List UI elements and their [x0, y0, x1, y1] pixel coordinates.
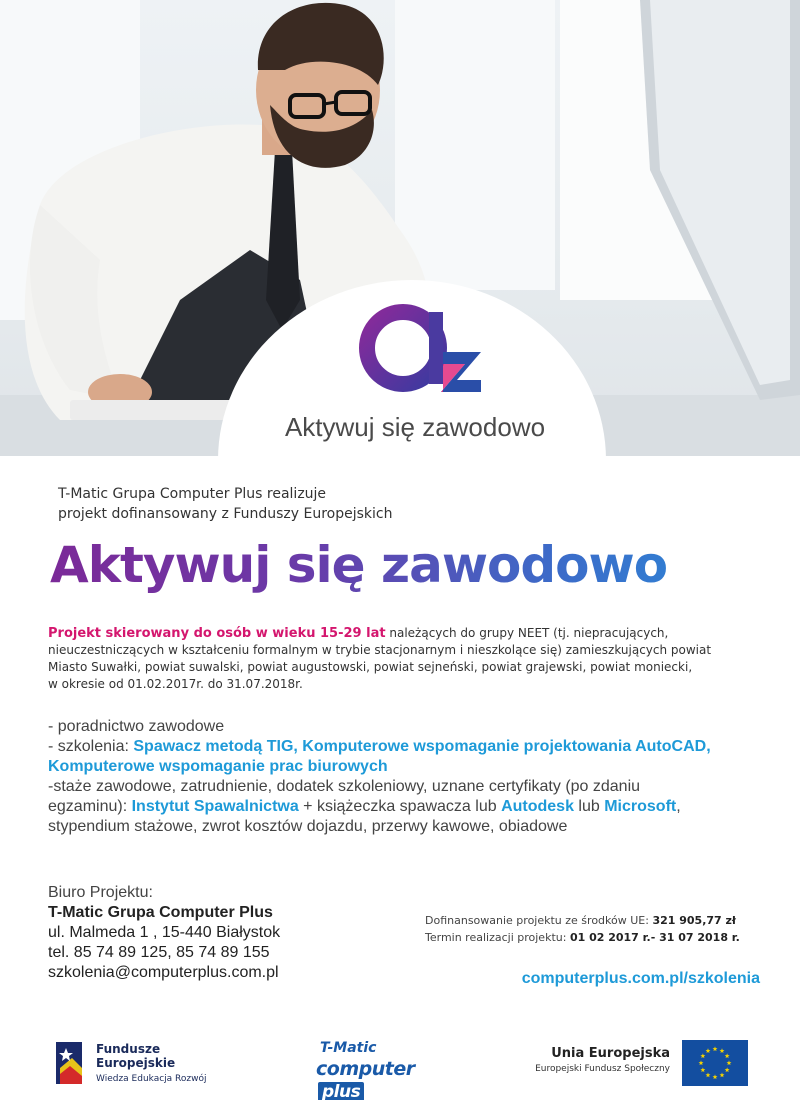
- fe-title-line: Europejskie: [96, 1056, 176, 1070]
- eu-title: Unia Europejska: [551, 1046, 670, 1061]
- eu-text: [520, 1046, 670, 1074]
- courses-list: Spawacz metodą TIG, Komputerowe wspomaganie projektowania AutoCAD,: [133, 738, 711, 755]
- fe-subtitle: Wiedza Edukacja Rozwój: [96, 1074, 207, 1084]
- eu-star-icon: [727, 1060, 732, 1065]
- description-text: nieuczestniczących w kształceniu formalnym w trybie stacjonarnym i nieszkolące się) zamieszkujących powiat: [48, 643, 712, 657]
- eu-star-icon: [700, 1053, 705, 1058]
- tmatic-brand: T-Matic: [320, 1040, 377, 1056]
- offer-item: - poradnictwo zawodowe: [48, 718, 225, 735]
- computer-word: computer: [316, 1058, 415, 1080]
- description-text: Miasto Suwałki, powiat suwalski, powiat augustowski, powiat sejneński, powiat grajewski, powiat moniecki,: [48, 660, 693, 674]
- period-value: 01 02 2017 r.- 31 07 2018 r.: [569, 931, 740, 944]
- eu-stars: [682, 1040, 748, 1086]
- eu-star-icon: [725, 1067, 730, 1072]
- eu-subtitle: Europejski Fundusz Społeczny: [535, 1064, 670, 1074]
- tmatic-logo: [316, 1040, 462, 1100]
- email-link[interactable]: szkolenia@computerplus.com.pl: [48, 964, 279, 981]
- eu-star-icon: [720, 1073, 725, 1078]
- funding-amount: 321 905,77 zł: [652, 914, 737, 927]
- fundusze-europejskie-logo: [52, 1038, 252, 1090]
- offer-text: + książeczka spawacza lub: [298, 798, 502, 815]
- funding-label: Dofinansowanie projektu ze środków UE:: [425, 914, 653, 927]
- fe-star-icon: [52, 1038, 88, 1088]
- offer-item: stypendium stażowe, zwrot kosztów dojazdu, przerwy kawowe, obiadowe: [48, 818, 568, 835]
- eu-star-icon: [699, 1060, 704, 1065]
- company-name: T-Matic Grupa Computer Plus: [48, 904, 273, 921]
- intro-line: T-Matic Grupa Computer Plus realizuje: [58, 486, 327, 502]
- eu-star-icon: [720, 1048, 725, 1053]
- target-group-highlight: Projekt skierowany do osób w wieku 15-29 lat: [48, 626, 386, 641]
- funding-info: [425, 912, 765, 946]
- az-logo-icon: [357, 302, 487, 394]
- eu-star-icon: [706, 1048, 711, 1053]
- eu-star-icon: [700, 1067, 705, 1072]
- description-text: należących do grupy NEET (tj. niepracujących,: [385, 626, 669, 640]
- description-text: w okresie od 01.02.2017r. do 31.07.2018r.: [48, 677, 303, 691]
- contact-block: [48, 883, 388, 983]
- website-link[interactable]: computerplus.com.pl/szkolenia: [521, 970, 760, 987]
- autodesk-name: Autodesk: [501, 798, 574, 815]
- offer-item: -staże zawodowe, zatrudnienie, dodatek szkoleniowy, uznane certyfikaty (po zdaniu: [48, 778, 641, 795]
- monitor-screen: [650, 0, 790, 385]
- eu-star-icon: [713, 1074, 718, 1079]
- offer-list: [48, 717, 758, 837]
- eu-flag-icon: [682, 1040, 748, 1086]
- offer-item: [48, 797, 758, 817]
- eu-star-icon: [706, 1073, 711, 1078]
- phone: tel. 85 74 89 125, 85 74 89 155: [48, 944, 270, 961]
- intro-text: [58, 484, 558, 524]
- offer-item: [48, 737, 758, 757]
- offer-text: ,: [676, 798, 681, 815]
- microsoft-name: Microsoft: [604, 798, 677, 815]
- glasses-bridge: [324, 102, 336, 104]
- offer-item-prefix: egzaminu):: [48, 798, 132, 815]
- fe-title-line: Fundusze: [96, 1042, 161, 1056]
- intro-line: projekt dofinansowany z Funduszy Europejskich: [58, 506, 393, 522]
- offer-text: lub: [573, 798, 605, 815]
- address: ul. Malmeda 1 , 15-440 Białystok: [48, 924, 281, 941]
- courses-list: Komputerowe wspomaganie prac biurowych: [48, 758, 388, 775]
- plus-word: plus: [318, 1082, 364, 1100]
- period-label: Termin realizacji projektu:: [425, 931, 570, 944]
- eu-star-icon: [725, 1053, 730, 1058]
- logo-stem: [429, 312, 443, 384]
- institute-name: Instytut Spawalnictwa: [131, 798, 299, 815]
- logo-ring: [367, 312, 439, 384]
- logo-tagline: Aktywuj się zawodowo: [284, 412, 546, 442]
- office-label: Biuro Projektu:: [48, 884, 153, 901]
- computerplus-brand: [316, 1058, 462, 1100]
- main-title: Aktywuj się zawodowo: [50, 530, 760, 600]
- fe-title: [96, 1042, 175, 1070]
- eu-star-icon: [713, 1046, 718, 1051]
- offer-item-prefix: - szkolenia:: [48, 738, 134, 755]
- project-description: [48, 625, 758, 693]
